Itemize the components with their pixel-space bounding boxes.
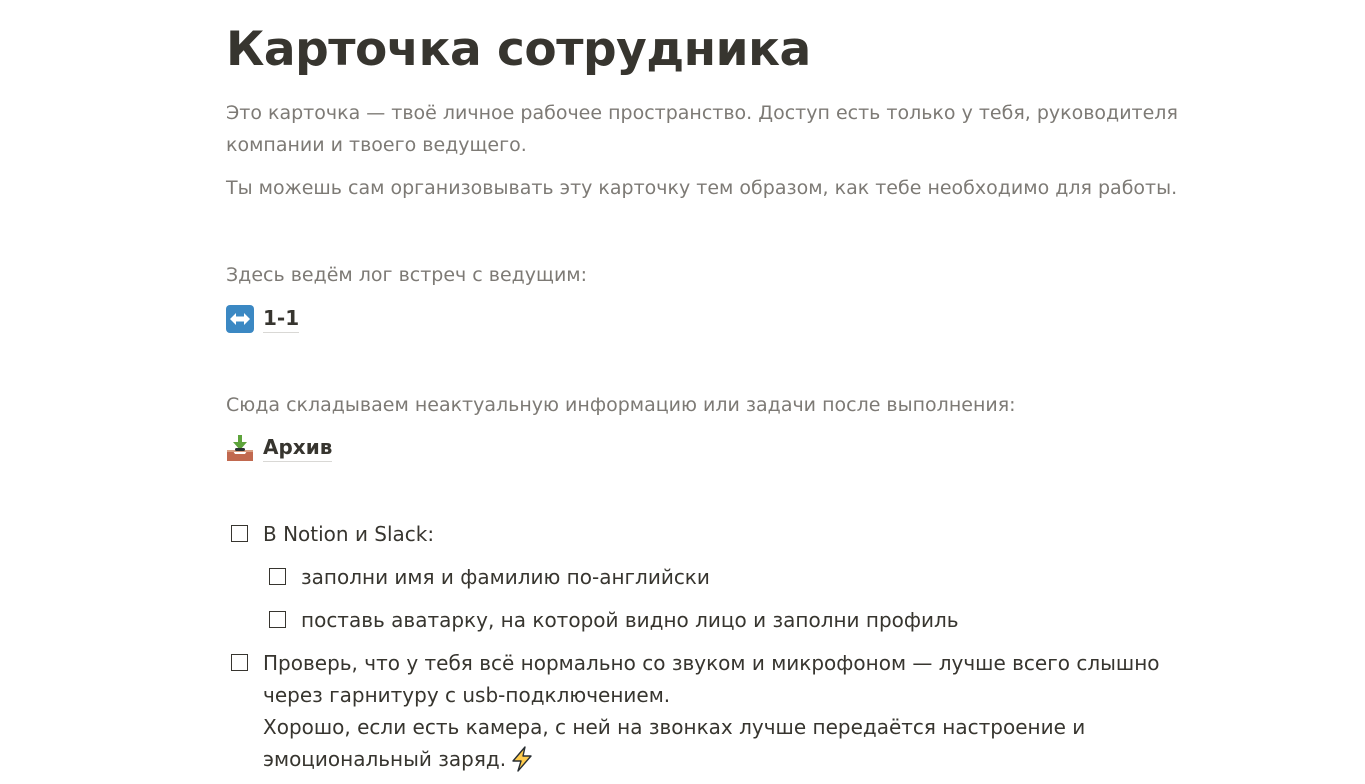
lightning-icon (510, 746, 534, 772)
todo-text: В Notion и Slack: (263, 522, 435, 546)
inbox-tray-icon (226, 434, 254, 462)
page-link-1-1[interactable] (226, 304, 299, 333)
page-description-secondary: Ты можешь сам организовывать эту карточку тем образом, как тебе необходимо для работы. (226, 177, 1178, 199)
todo-checkbox[interactable] (231, 525, 248, 542)
page-link-1-1-label[interactable]: 1-1 (263, 304, 299, 333)
todo-item (231, 518, 434, 550)
page-description: Это карточка — твоё личное рабочее пространство. Доступ есть только у тебя, руководителя компании и твоего ведущего. (226, 102, 1178, 156)
todo-text-line-last (263, 743, 1160, 775)
page-link-archive-label[interactable]: Архив (263, 433, 332, 462)
page-link-archive[interactable] (226, 433, 332, 462)
page-title: Карточка сотрудника (226, 22, 811, 77)
todo-item (269, 604, 959, 636)
todo-checkbox[interactable] (231, 654, 248, 671)
archive-label: Сюда складываем неактуальную информацию или задачи после выполнения: (226, 394, 1016, 416)
meetings-label: Здесь ведём лог встреч с ведущим: (226, 264, 588, 286)
todo-text (263, 647, 1160, 775)
todo-item (231, 647, 1160, 775)
todo-text-line: через гарнитуру с usb-подключением. (263, 683, 671, 707)
todo-text-line: эмоциональный заряд. (263, 747, 507, 771)
todo-text: поставь аватарку, на которой видно лицо и заполни профиль (301, 608, 959, 632)
todo-text: заполни имя и фамилию по-английски (301, 565, 710, 589)
left-right-arrow-icon (226, 305, 254, 333)
todo-text-line: Хорошо, если есть камера, с ней на звонках лучше передаётся настроение и (263, 715, 1086, 739)
todo-item (269, 561, 710, 593)
todo-checkbox[interactable] (269, 611, 286, 628)
todo-checkbox[interactable] (269, 568, 286, 585)
todo-text-line: Проверь, что у тебя всё нормально со звуком и микрофоном — лучше всего слышно (263, 651, 1160, 675)
